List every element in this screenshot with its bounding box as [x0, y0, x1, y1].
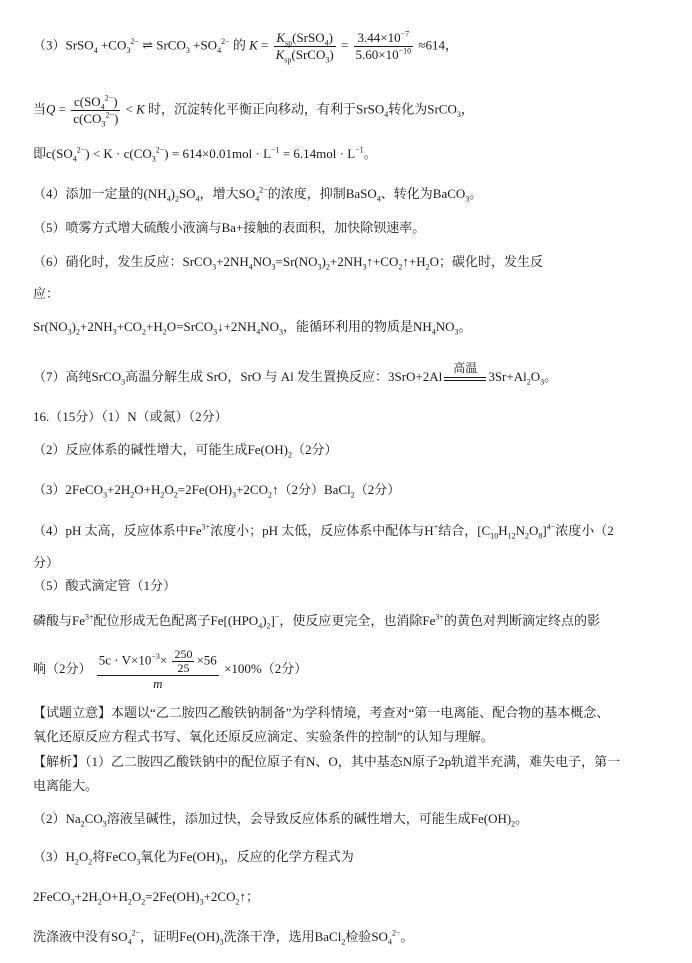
text: +CO	[100, 37, 127, 53]
q-fraction: $\frac{c(SO_4^{2-})}{c(CO_3^{2-})}$	[73, 93, 119, 129]
q16-line-2: （2）反应体系的碱性增大，可能生成$Fe(OH)_2(2$分）	[33, 442, 338, 460]
analysis-1: 【解析】（1）乙二胺四乙酸铁钠中的配位原子有N、O，其中基态N原子2p轨道半充满，难失电子，第一	[33, 754, 621, 769]
reaction-condition: 高温	[442, 371, 488, 385]
text: （3）SrSO	[33, 37, 94, 53]
value-fraction: $\frac{3.44\times 10^{-7}}{5.60\times 10^{-10}}$	[355, 29, 412, 62]
analysis-intent-1: 【试题立意】本题以“乙二胺四乙酸铁钠制备”为学科情境，考查对“第一电离能、配合物的基本概念、	[33, 705, 610, 720]
ksp-fraction: $\frac{K_{sp}(SrSO_4)}{K_{sp}(SrCO_3)}$	[275, 30, 334, 65]
q16-line-8: 响（2分） $5c \cdot V\times 10^{-3}\times$ $\frac{250}{25}$ ×56 m ×100%（2分）	[33, 647, 308, 691]
text-line-5: （5）喷雾方式增大硫酸小液滴与Ba+接触的表面积，加快除钡速率。	[33, 220, 426, 235]
analysis-2: 电离能大。	[33, 778, 99, 793]
text-line-7: 应：	[33, 286, 60, 301]
q16-line-4: （4）pH 太高，反应体系中$Fe^{3+}$浓度小；pH 太低，反应体系中配体与H+结合，$[C_{10}H_{12}N_2O_8]^{4-}$浓度小（2	[33, 522, 614, 541]
q16-line-7: 磷酸与$Fe^{3+}$配位形成无色配离子$Fe[(HPO_4)_2]^-$，使反应更完全，也消除$Fe^{3+}$的黄色对判断滴定终点的影	[33, 612, 600, 631]
analysis-6: 洗涤液中没有$SO_4^{2-}$，证明$Fe(OH)_3$洗涤干净，选用BaCl$_2$检验$SO_4^{2-}$。	[33, 928, 414, 947]
q16-line-5: 分）	[33, 555, 60, 570]
text: +SO	[193, 37, 218, 53]
text: ≈614，	[418, 37, 459, 53]
q16-line-1: 16.（15分）（1）N（或氮）（2分）	[33, 409, 228, 424]
text-line-9: （7）高纯SrCO$_3$高温分解生成 SrO，SrO 与 Al 发生置换反应：3SrO+2Al 高温 $3Sr+Al_2O_3$。	[33, 361, 558, 387]
text: 的	[232, 37, 246, 53]
analysis-5: $2FeCO_3+2H_2O+H_2O_2=2Fe(OH)_3+2CO_2↑$；	[33, 889, 259, 907]
analysis-4: $(3)H_2O_2$将FeCO$_3$氧化为$Fe(OH)_3$，反应的化学方程式为	[33, 849, 354, 867]
analysis-3: $(2)Na_2CO_3$溶液呈碱性，添加过快，会导致反应体系的碱性增大，可能生成$Fe(OH)_2$。	[33, 811, 529, 829]
text: ⇌ SrCO	[142, 37, 186, 53]
q16-line-6: （5）酸式滴定管（1分）	[33, 578, 177, 593]
text-line-6: （6）硝化时，发生反应：$SrCO_3+2NH_4NO_3=Sr(NO_3)_2+2NH_3↑+CO_2↑+H_2O$；碳化时，发生反	[33, 254, 543, 272]
q16-line-3: $(3)2FeCO_3+2H_2O+H_2O_2=2Fe(OH)_3+2CO_2↑(2$分）BaCl$_2$（2分）	[33, 482, 401, 500]
eq-line-3-k: （3）SrSO$_4$ $+CO_3^{2-}$ ⇌ SrCO$_3$ $+SO_4^{2-}$ 的 K = $\frac{K_{sp}(SrSO_4)}{K_{sp}(SrCO_3)}$ = $\frac{3.44\times 10^{-7}}{5.60\times 10^{-10}}$ ≈614，	[33, 29, 459, 65]
eq-line-q: 当Q = $\frac{c(SO_4^{2-})}{c(CO_3^{2-})}$ < K 时，沉淀转化平衡正向移动，有利于SrSO$_4$转化为SrCO$_3$，	[33, 93, 474, 129]
analysis-intent-2: 氧化还原反应方程式书写、氧化还原反应滴定、实验条件的控制”的认知与理解。	[33, 729, 494, 744]
result-fraction: $5c \cdot V\times 10^{-3}\times$ $\frac{250}{25}$ ×56 m	[98, 647, 217, 691]
eq-line-c: 即$c(SO_4^{2-}) < K \cdot c(CO_3^{2-}) = 614\times 0.01mol \cdot L^{-1} = 6.14mol \cdot L^{-1}$。	[33, 145, 377, 164]
text-line-4: （4）添加一定量的$(NH_4)_2SO_4$，增大$SO_4^{2-}$的浓度，抑制BaSO$_4$、转化为BaCO$_3$。	[33, 185, 483, 204]
text-line-8: $Sr(NO_3)_2+2NH_3+CO_2+H_2O=SrCO_3↓+2NH_4NO_3$，能循环利用的物质是$NH_4NO_3$。	[33, 319, 472, 337]
